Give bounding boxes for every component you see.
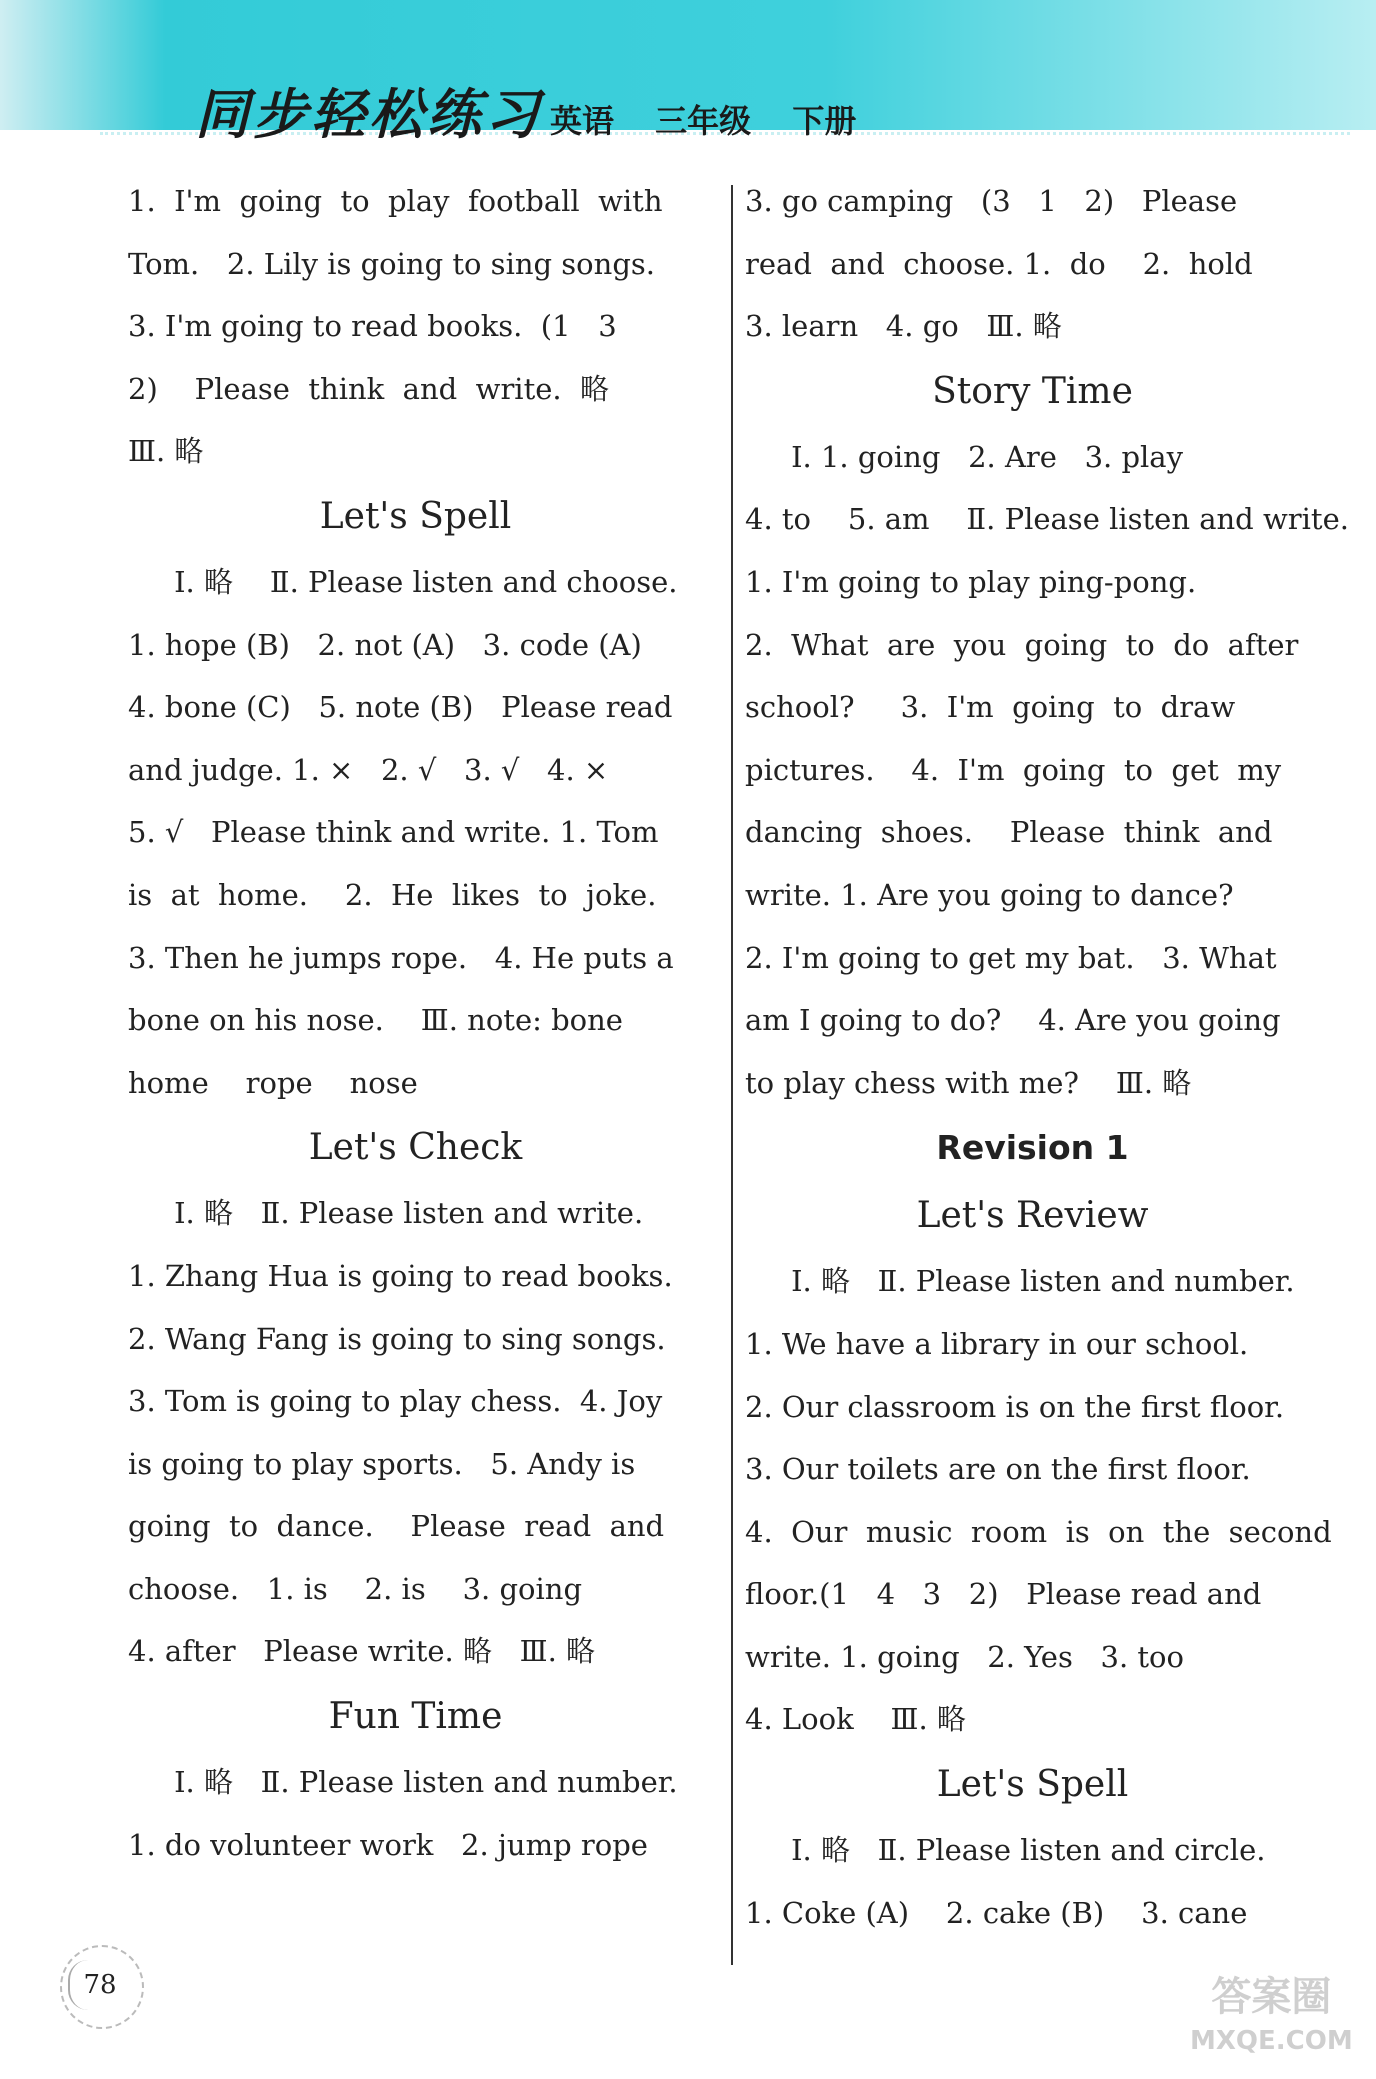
- answer-line: Ⅰ. 1. going 2. Are 3. play: [745, 439, 1183, 474]
- answer-line: is at home. 2. He likes to joke.: [128, 877, 657, 912]
- answer-line: 1. I'm going to play football with: [128, 184, 663, 218]
- answer-line: going to dance. Please read and: [128, 1509, 665, 1544]
- answer-line: 1. I'm going to play ping-pong.: [745, 564, 1197, 599]
- answer-line: 1. hope (B) 2. not (A) 3. code (A): [128, 627, 642, 662]
- answer-line: bone on his nose. Ⅲ. note: bone: [128, 1003, 623, 1038]
- answer-line: choose. 1. is 2. is 3. going: [128, 1571, 583, 1606]
- answer-line: 5. √ Please think and write. 1. Tom: [128, 815, 659, 850]
- answer-line: write. 1. going 2. Yes 3. too: [745, 1639, 1184, 1674]
- right-column: [745, 170, 1349, 1944]
- volume-label: 下册: [792, 102, 857, 140]
- section-heading: Fun Time: [328, 1696, 503, 1738]
- section-heading: Story Time: [932, 370, 1133, 412]
- answer-line: dancing shoes. Please think and: [745, 815, 1273, 850]
- section-heading: Let's Spell: [319, 495, 512, 537]
- answer-line: and judge. 1. × 2. √ 3. √ 4. ×: [128, 752, 609, 787]
- watermark-text: 答案圈: [1211, 1974, 1332, 2020]
- answer-line: Tom. 2. Lily is going to sing songs.: [128, 246, 655, 281]
- answer-line: 3. I'm going to read books. (1 3: [128, 309, 617, 344]
- answer-line: Ⅰ. 略 Ⅱ. Please listen and number.: [745, 1264, 1295, 1299]
- answer-line: 3. Our toilets are on the first floor.: [745, 1452, 1251, 1487]
- answer-line: 2. What are you going to do after: [745, 627, 1299, 662]
- answer-line: 1. Zhang Hua is going to read books.: [128, 1258, 673, 1293]
- answer-line: 4. after Please write. 略 Ⅲ. 略: [128, 1634, 596, 1669]
- grade-label: 三年级: [655, 102, 752, 140]
- answer-line: Ⅰ. 略 Ⅱ. Please listen and number.: [128, 1765, 678, 1800]
- answer-line: is going to play sports. 5. Andy is: [128, 1446, 636, 1481]
- unit-heading: Revision 1: [936, 1128, 1129, 1168]
- answer-line: 3. learn 4. go Ⅲ. 略: [745, 309, 1062, 344]
- answer-line: 1. do volunteer work 2. jump rope: [128, 1827, 648, 1862]
- column-divider: [731, 185, 733, 1965]
- answer-line: 4. Our music room is on the second: [745, 1514, 1332, 1549]
- answer-line: 4. to 5. am Ⅱ. Please listen and write.: [745, 502, 1349, 537]
- answer-line: am I going to do? 4. Are you going: [745, 1003, 1281, 1038]
- section-heading: Let's Review: [916, 1195, 1149, 1237]
- answer-line: pictures. 4. I'm going to get my: [745, 752, 1282, 787]
- answer-line: 4. bone (C) 5. note (B) Please read: [128, 690, 673, 725]
- answer-line: 3. Tom is going to play chess. 4. Joy: [128, 1384, 663, 1419]
- section-heading: Let's Spell: [936, 1764, 1129, 1806]
- answer-line: 1. We have a library in our school.: [745, 1326, 1249, 1361]
- watermark: [1190, 1975, 1353, 2063]
- answer-line: school? 3. I'm going to draw: [745, 690, 1236, 725]
- answer-line: Ⅰ. 略 Ⅱ. Please listen and circle.: [745, 1833, 1266, 1868]
- answer-line: 2) Please think and write. 略: [128, 371, 610, 406]
- answer-line: write. 1. Are you going to dance?: [745, 877, 1234, 912]
- answer-line: 3. go camping (3 1 2) Please: [745, 184, 1238, 218]
- page-header: [0, 0, 1376, 150]
- page-number: 78: [68, 1960, 130, 2010]
- answer-line: 2. I'm going to get my bat. 3. What: [745, 940, 1277, 975]
- answer-line: home rope nose: [128, 1065, 418, 1100]
- answer-line: Ⅰ. 略 Ⅱ. Please listen and write.: [128, 1196, 644, 1231]
- answer-line: read and choose. 1. do 2. hold: [745, 246, 1253, 281]
- answer-line: Ⅲ. 略: [128, 434, 204, 469]
- book-subtitle: [550, 96, 886, 142]
- section-heading: Let's Check: [308, 1127, 523, 1169]
- book-title: 同步轻松练习: [195, 83, 543, 146]
- answer-line: floor.(1 4 3 2) Please read and: [745, 1577, 1262, 1612]
- answer-line: 3. Then he jumps rope. 4. He puts a: [128, 940, 674, 975]
- answer-line: 2. Our classroom is on the first floor.: [745, 1389, 1285, 1424]
- subject-label: 英语: [550, 102, 615, 140]
- answer-line: 1. Coke (A) 2. cake (B) 3. cane: [745, 1895, 1248, 1930]
- watermark-url: MXQE.COM: [1190, 2026, 1353, 2056]
- answer-line: 2. Wang Fang is going to sing songs.: [128, 1321, 666, 1356]
- answer-line: to play chess with me? Ⅲ. 略: [745, 1065, 1192, 1100]
- answer-line: 4. Look Ⅲ. 略: [745, 1702, 966, 1737]
- left-column: [128, 170, 703, 1876]
- answer-line: Ⅰ. 略 Ⅱ. Please listen and choose.: [128, 564, 678, 599]
